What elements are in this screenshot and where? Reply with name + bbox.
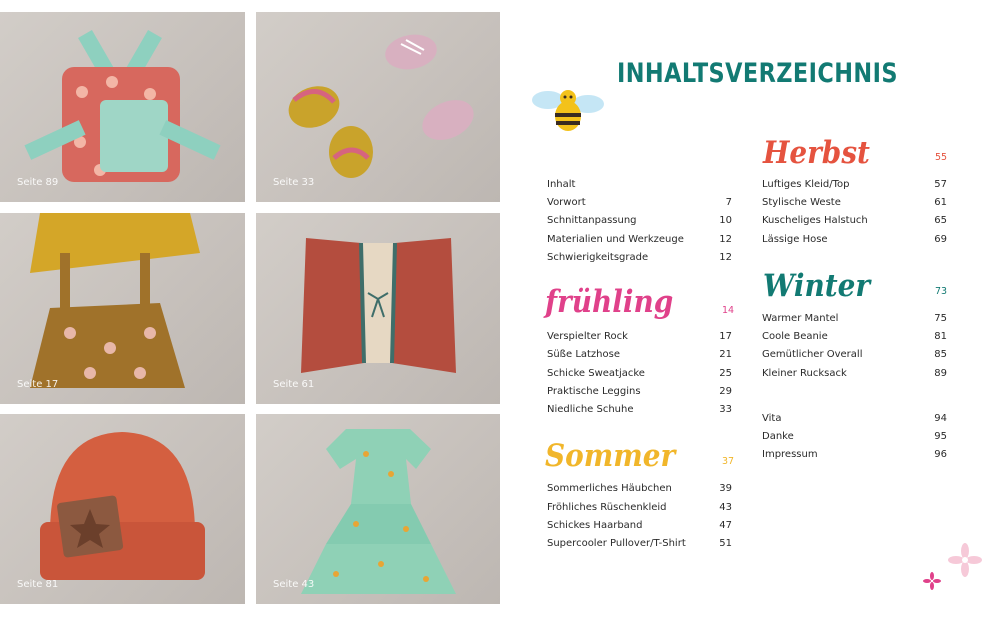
toc-row[interactable]	[547, 483, 732, 501]
toc-row[interactable]	[547, 520, 732, 538]
section-heading-winter: Winter	[763, 268, 871, 304]
toc-row-page: 17	[719, 331, 732, 342]
toc-row-page: 95	[934, 431, 947, 442]
toc-row-page: 21	[719, 349, 732, 360]
photo-baby-shoes	[256, 12, 500, 202]
toc-row-page: 65	[934, 215, 947, 226]
toc-row[interactable]	[762, 215, 947, 233]
toc-row[interactable]	[547, 215, 732, 233]
section-page-sommer: 37	[722, 456, 735, 467]
photo-caption: Seite 33	[273, 177, 315, 188]
toc-row-page: 51	[719, 538, 732, 549]
toc-row[interactable]	[547, 368, 732, 386]
section-page-herbst: 55	[935, 152, 948, 163]
toc-row-label: Impressum	[762, 449, 818, 460]
toc-row-page: 57	[934, 179, 947, 190]
toc-row-label: Süße Latzhose	[547, 349, 621, 360]
toc-row[interactable]	[762, 313, 947, 331]
toc-row-label: Verspielter Rock	[547, 331, 628, 342]
toc-row-page: 75	[934, 313, 947, 324]
toc-row[interactable]	[547, 234, 732, 252]
baby-shoes-illustration	[256, 12, 500, 202]
toc-row-label: Luftiges Kleid/Top	[762, 179, 850, 190]
toc-row[interactable]	[762, 413, 947, 431]
photo-dress	[256, 414, 500, 604]
backpack-illustration	[0, 12, 245, 202]
toc-row-page: 47	[719, 520, 732, 531]
photo-skirt-dungarees	[0, 213, 245, 404]
toc-row-label: Supercooler Pullover/T-Shirt	[547, 538, 686, 549]
toc-row-label: Lässige Hose	[762, 234, 828, 245]
bee-icon	[530, 80, 608, 138]
toc-row-label: Sommerliches Häubchen	[547, 483, 672, 494]
toc-row[interactable]	[762, 449, 947, 467]
section-page-winter: 73	[935, 286, 948, 297]
toc-row[interactable]	[762, 368, 947, 386]
toc-row[interactable]	[762, 179, 947, 197]
toc-row-label: Warmer Mantel	[762, 313, 839, 324]
toc-row-page: 96	[934, 449, 947, 460]
vest-illustration	[256, 213, 500, 404]
section-heading-fruehling: frühling	[545, 284, 674, 320]
toc-row-label: Coole Beanie	[762, 331, 828, 342]
photo-caption: Seite 89	[17, 177, 59, 188]
photo-caption: Seite 43	[273, 579, 315, 590]
toc-row[interactable]	[547, 179, 732, 197]
toc-row-page: 7	[725, 197, 732, 208]
toc-row-label: Praktische Leggins	[547, 386, 641, 397]
toc-row-page: 12	[719, 234, 732, 245]
toc-row[interactable]	[547, 538, 732, 556]
photo-caption: Seite 81	[17, 579, 59, 590]
toc-row-page: 25	[719, 368, 732, 379]
toc-row-label: Vorwort	[547, 197, 586, 208]
toc-row-label: Materialien und Werkzeuge	[547, 234, 684, 245]
toc-title: INHALTSVERZEICHNIS	[617, 58, 898, 89]
toc-row[interactable]	[547, 197, 732, 215]
toc-row[interactable]	[547, 331, 732, 349]
toc-row-page: 69	[934, 234, 947, 245]
beanie-illustration	[0, 414, 245, 604]
section-page-fruehling: 14	[722, 305, 735, 316]
section-heading-herbst: Herbst	[763, 135, 870, 171]
toc-row[interactable]	[762, 331, 947, 349]
photo-vest	[256, 213, 500, 404]
toc-row[interactable]	[547, 349, 732, 367]
toc-row[interactable]	[547, 252, 732, 270]
toc-row-label: Niedliche Schuhe	[547, 404, 634, 415]
photo-backpack	[0, 12, 245, 202]
toc-row-label: Kuscheliges Halstuch	[762, 215, 868, 226]
toc-row-page: 33	[719, 404, 732, 415]
toc-row[interactable]	[547, 502, 732, 520]
toc-row-label: Stylische Weste	[762, 197, 841, 208]
toc-row-label: Schickes Haarband	[547, 520, 643, 531]
toc-row-page: 10	[719, 215, 732, 226]
toc-row-page: 89	[934, 368, 947, 379]
photo-caption: Seite 61	[273, 379, 315, 390]
toc-row-label: Inhalt	[547, 179, 576, 190]
toc-row[interactable]	[762, 197, 947, 215]
toc-row-page: 29	[719, 386, 732, 397]
toc-row-page: 43	[719, 502, 732, 513]
toc-row-label: Vita	[762, 413, 782, 424]
section-heading-sommer: Sommer	[545, 438, 676, 474]
toc-row[interactable]	[547, 386, 732, 404]
flower-icon	[945, 542, 985, 578]
toc-row[interactable]	[762, 349, 947, 367]
toc-row[interactable]	[762, 234, 947, 252]
skirt-illustration	[0, 213, 245, 404]
toc-row-label: Danke	[762, 431, 794, 442]
toc-row[interactable]	[762, 431, 947, 449]
toc-row-label: Schwierigkeitsgrade	[547, 252, 649, 263]
toc-row-label: Fröhliches Rüschenkleid	[547, 502, 667, 513]
toc-row-page: 85	[934, 349, 947, 360]
toc-row-page: 61	[934, 197, 947, 208]
flower-icon	[923, 572, 941, 590]
toc-row[interactable]	[547, 404, 732, 422]
toc-row-label: Schnittanpassung	[547, 215, 637, 226]
toc-row-page: 81	[934, 331, 947, 342]
toc-row-page: 94	[934, 413, 947, 424]
toc-row-label: Gemütlicher Overall	[762, 349, 863, 360]
toc-row-page: 39	[719, 483, 732, 494]
toc-row-label: Kleiner Rucksack	[762, 368, 847, 379]
toc-row-label: Schicke Sweatjacke	[547, 368, 645, 379]
photo-beanie	[0, 414, 245, 604]
photo-caption: Seite 17	[17, 379, 59, 390]
dress-illustration	[256, 414, 500, 604]
toc-row-page: 12	[719, 252, 732, 263]
